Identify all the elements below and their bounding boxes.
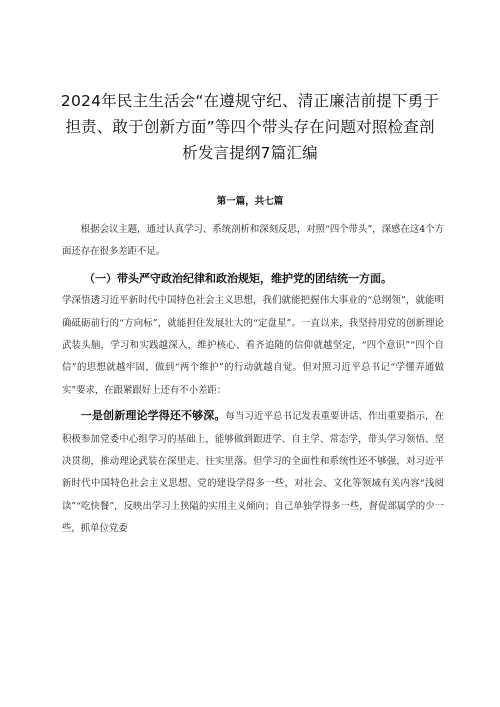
- document-title: 2024年民主生活会“在遵规守纪、清正廉洁前提下勇于担责、敢于创新方面”等四个带头存在问题对照检查剖析发言提纲7篇汇编: [60, 92, 440, 162]
- intro-paragraph: 根据会议主题，通过认真学习、系统剖析和深刻反思，对照“四个带头”，深感在这4个方面还存在很多差距不足。: [62, 224, 444, 258]
- document-body: [62, 219, 444, 541]
- paragraph-1: 学深悟透习近平新时代中国特色社会主义思想，我们就能把握伟大事业的“总纲领”，就能明确砥砺前行的“方向标”，就能担住发展壮大的“定盘星”。一直以来，我坚持用党的创新理论武装头脑，学习和实践越深入，维护核心、看齐追随的信仰就越坚定，“四个意识”“四个自信”的思想就越牢固，做到“两个维护”的行动就越自觉。但对照习近平总书记“学懂弄通做实”要求，在跟紧跟好上还有不小差距：: [62, 295, 444, 396]
- section-heading: 第一篇，共七篇: [216, 196, 284, 207]
- point-1-text: 每当习近平总书记发表重要讲话、作出重要指示，在积极参加党委中心组学习的基础上，能够做到跟进学、自主学、常态学，带头学习领悟、坚决贯彻，推动理论武装在深里走、往实里落。但学习的全面性和系统性还不够强，对习近平新时代中国特色社会主义思想、党的建设学得多一些，对社会、文化等领域有关内容“浅阅读”“吃快餐”，反映出学习上狭隘的实用主义倾向；自己单独学得多一些，督促部属学的少一些，抓单位党委: [62, 411, 444, 535]
- subheading-1: （一）带头严守政治纪律和政治规矩，维护党的团结统一方面。: [84, 271, 392, 285]
- point-1-lead: 一是创新理论学得还不够深。: [80, 409, 226, 423]
- point-1-paragraph: [62, 405, 444, 540]
